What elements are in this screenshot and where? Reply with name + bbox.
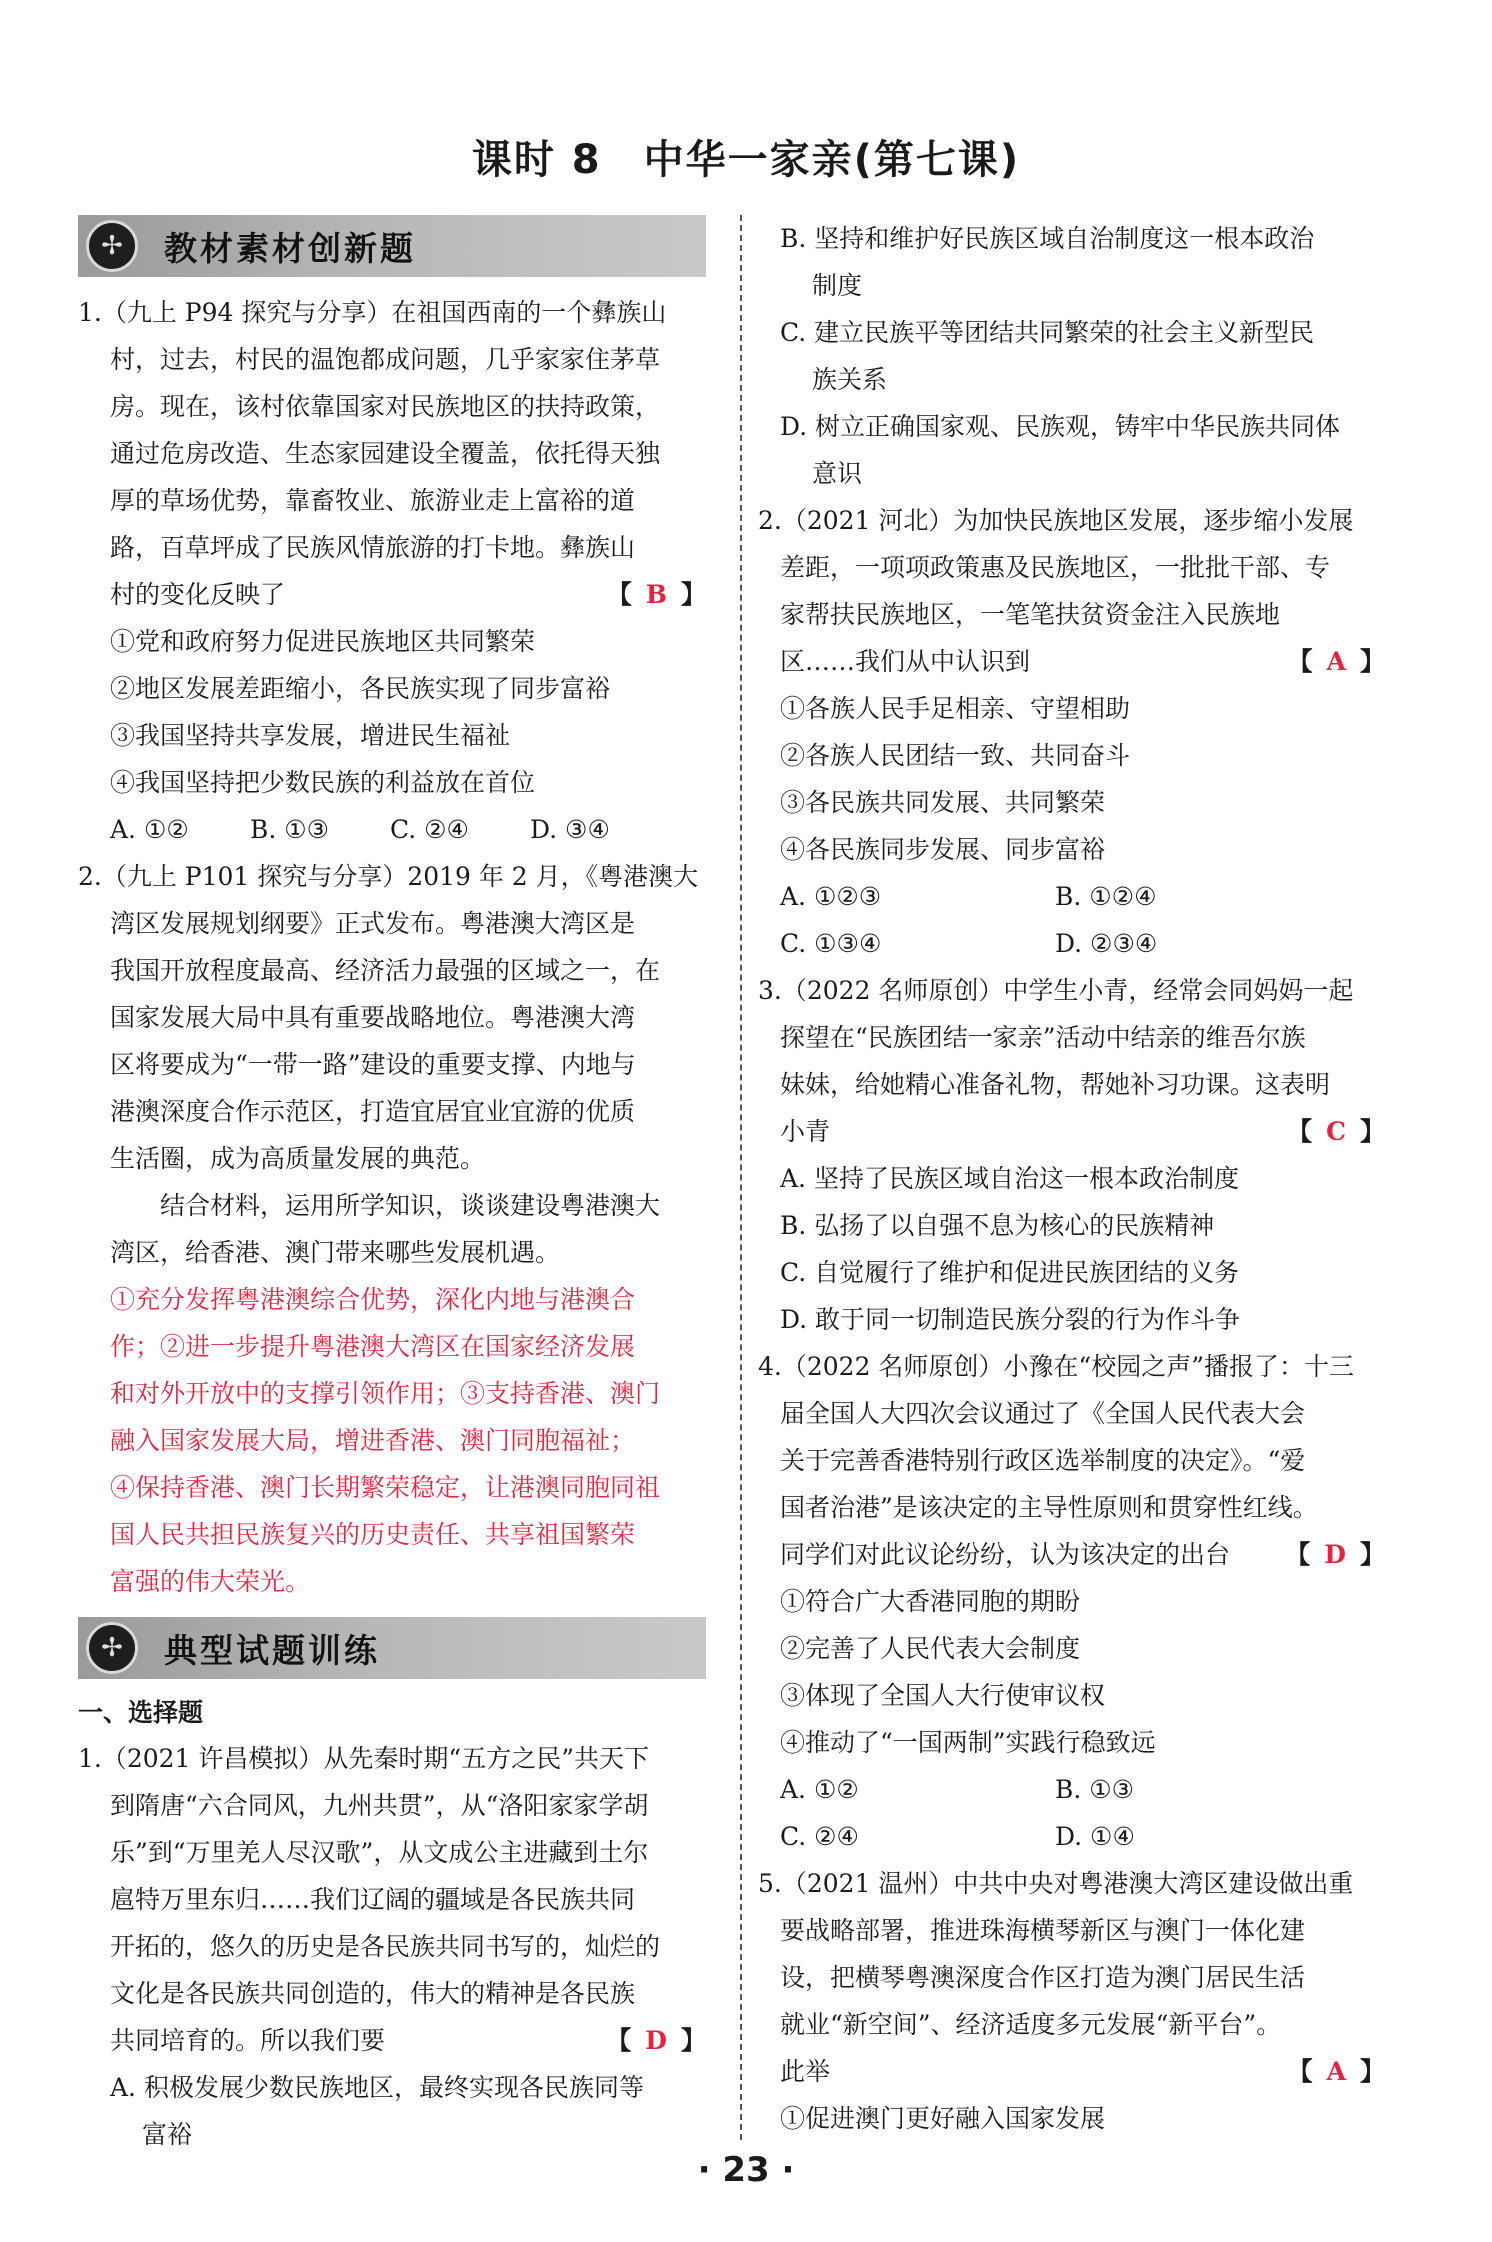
question-text: 要战略部署，推进珠海横琴新区与澳门一体化建 [780,1916,1306,1945]
option: C. ②④ [780,1822,859,1851]
option-continued: 制度 [812,271,863,300]
choice-item: ④各民族同步发展、同步富裕 [780,835,1106,864]
option-continued: 富裕 [142,2120,193,2149]
options-row [780,920,1385,967]
question-text: 村，过去，村民的温饱都成问题，几乎家家住茅草 [110,345,661,374]
right-column [758,215,1385,2142]
option: D. ②③④ [1055,929,1158,958]
question-training-2 [758,497,1385,967]
choice-item: ②各族人民团结一致、共同奋斗 [780,741,1131,770]
choice-item: ①符合广大香港同胞的期盼 [780,1587,1081,1616]
question-text: 房。现在，该村依靠国家对民族地区的扶持政策， [110,392,661,421]
choice-item: ①党和政府努力促进民族地区共同繁荣 [110,627,536,656]
answer-bracket: 【 D 】 [606,2026,706,2055]
option: C. 自觉履行了维护和促进民族团结的义务 [780,1258,1240,1287]
question-training-5 [758,1860,1385,2142]
question-text: 到隋唐“六合同风，九州共贯”，从“洛阳家家学胡 [110,1791,649,1820]
question-text: 厚的草场优势，靠畜牧业、旅游业走上富裕的道 [110,486,636,515]
answer-text: ④保持香港、澳门长期繁荣稳定，让港澳同胞同祖 [110,1473,661,1502]
option: B. 坚持和维护好民族区域自治制度这一根本政治 [780,224,1315,253]
question-text: 设，把横琴粤澳深度合作区打造为澳门居民生活 [780,1963,1306,1992]
question-stem-row [78,571,706,618]
answer-text: 富强的伟大荣光。 [110,1567,311,1596]
section-heading: 一、选择题 [78,1698,204,1727]
question-text: 文化是各民族共同创造的，伟大的精神是各民族 [110,1979,636,2008]
options-row [780,1766,1385,1813]
option: A. ①②③ [780,882,882,911]
question-text: 乐”到“万里羌人尽汉歌”，从文成公主进藏到土尔 [110,1838,649,1867]
column-divider [740,215,742,2140]
answer-letter: A [1326,647,1346,676]
question-text: 探望在“民族团结一家亲”活动中结亲的维吾尔族 [780,1023,1306,1052]
answer-text: 和对外开放中的支撑引领作用；③支持香港、澳门 [110,1379,661,1408]
question-training-4 [758,1343,1385,1860]
question-text: 3.（2022 名师原创）中学生小青，经常会同妈妈一起 [758,976,1354,1005]
question-text: 通过危房改造、生态家园建设全覆盖，依托得天独 [110,439,661,468]
question-text: 村的变化反映了 [110,580,286,609]
question-stem-row [780,638,1385,685]
answer-bracket: 【 A 】 [1287,647,1385,676]
choice-item: ②完善了人民代表大会制度 [780,1634,1081,1663]
option: A. 坚持了民族区域自治这一根本政治制度 [780,1164,1239,1193]
question-training-1-continued [780,215,1385,497]
choice-item: ③各民族共同发展、共同繁荣 [780,788,1106,817]
question-text: 国家发展大局中具有重要战略地位。粤港澳大湾 [110,1003,636,1032]
section-banner-material [78,215,706,277]
question-stem-row [780,2048,1385,2095]
answer-text: 融入国家发展大局，增进香港、澳门同胞福祉； [110,1426,636,1455]
answer-bracket: 【 A 】 [1287,2057,1385,2086]
question-text: 2.（九上 P101 探究与分享）2019 年 2 月，《粤港澳大 [78,862,699,891]
question-text: 关于完善香港特别行政区选举制度的决定》。“爱 [780,1446,1306,1475]
answer-bracket: 【 B 】 [606,580,706,609]
answer-bracket: 【 D 】 [1285,1540,1385,1569]
question-text: 届全国人大四次会议通过了《全国人民代表大会 [780,1399,1306,1428]
choice-item: ②地区发展差距缩小，各民族实现了同步富裕 [110,674,611,703]
question-text: 共同培育的。所以我们要 [110,2026,386,2055]
banner-title: 教材素材创新题 [164,228,416,268]
choice-item: ①促进澳门更好融入国家发展 [780,2104,1106,2133]
question-text: 同学们对此议论纷纷，认为该决定的出台 [780,1540,1231,1569]
answer-letter: B [645,580,667,609]
option: D. ③④ [530,815,610,844]
question-text: 就业“新空间”、经济适度多元发展“新平台”。 [780,2010,1282,2039]
option: B. ①③ [250,815,330,844]
question-text: 湾区发展规划纲要》正式发布。粤港澳大湾区是 [110,909,636,938]
choice-item: ③我国坚持共享发展，增进民生福祉 [110,721,511,750]
question-text: 家帮扶民族地区，一笔笔扶贫资金注入民族地 [780,600,1281,629]
question-1 [78,289,706,853]
question-text: 5.（2021 温州）中共中央对粤港澳大湾区建设做出重 [758,1869,1354,1898]
question-stem-row [78,2017,706,2064]
question-text: 国者治港”是该决定的主导性原则和贯穿性红线。 [780,1493,1318,1522]
question-text: 生活圈，成为高质量发展的典范。 [110,1144,486,1173]
options-row [78,806,706,853]
answer-bracket: 【 C 】 [1287,1117,1385,1146]
question-text: 扈特万里东归……我们辽阔的疆域是各民族共同 [110,1885,636,1914]
answer-text: ①充分发挥粤港澳综合优势，深化内地与港澳合 [110,1285,636,1314]
left-column [78,215,706,2158]
question-text: 1.（九上 P94 探究与分享）在祖国西南的一个彝族山 [78,298,667,327]
option: B. 弘扬了以自强不息为核心的民族精神 [780,1211,1215,1240]
question-text: 我国开放程度最高、经济活力最强的区域之一，在 [110,956,661,985]
banner-title: 典型试题训练 [164,1630,380,1670]
option: D. ①④ [1055,1822,1135,1851]
answer-letter: C [1326,1117,1346,1146]
question-text: 小青 [780,1117,831,1146]
choice-item: ④推动了“一国两制”实践行稳致远 [780,1728,1156,1757]
question-text: 港澳深度合作示范区，打造宜居宜业宜游的优质 [110,1097,636,1126]
option: D. 敢于同一切制造民族分裂的行为作斗争 [780,1305,1241,1334]
compass-icon: ✢ [86,1622,138,1674]
choice-item: ④我国坚持把少数民族的利益放在首位 [110,768,536,797]
question-text: 区……我们从中认识到 [780,647,1031,676]
option: B. ①③ [1055,1775,1135,1804]
question-2 [78,853,706,1605]
answer-letter: D [1324,1540,1346,1569]
question-prompt: 湾区，给香港、澳门带来哪些发展机遇。 [110,1238,561,1267]
question-text: 此举 [780,2057,831,2086]
question-prompt: 结合材料，运用所学知识，谈谈建设粤港澳大 [160,1191,661,1220]
question-text: 差距，一项项政策惠及民族地区，一批批干部、专 [780,553,1331,582]
option: A. ①② [780,1775,859,1804]
question-text: 路，百草坪成了民族风情旅游的打卡地。彝族山 [110,533,636,562]
question-text: 4.（2022 名师原创）小豫在“校园之声”播报了：十三 [758,1352,1354,1381]
question-stem-row [780,1531,1385,1578]
option: D. 树立正确国家观、民族观，铸牢中华民族共同体 [780,412,1341,441]
question-training-1 [78,1735,706,2158]
option: C. ②④ [390,815,469,844]
question-text: 区将要成为“一带一路”建设的重要支撑、内地与 [110,1050,636,1079]
option-continued: 族关系 [812,365,888,394]
answer-letter: A [1326,2057,1346,2086]
choice-item: ①各族人民手足相亲、守望相助 [780,694,1131,723]
question-text: 2.（2021 河北）为加快民族地区发展，逐步缩小发展 [758,506,1354,535]
page-title: 课时 8 中华一家亲(第七课) [471,137,1021,183]
question-stem-row [780,1108,1385,1155]
page-number: · 23 · [697,2150,795,2190]
question-text: 妹妹，给她精心准备礼物，帮她补习功课。这表明 [780,1070,1331,1099]
options-row [780,1813,1385,1860]
options-row [780,873,1385,920]
choice-item: ③体现了全国人大行使审议权 [780,1681,1106,1710]
question-training-3 [758,967,1385,1343]
option: A. 积极发展少数民族地区，最终实现各民族同等 [110,2073,644,2102]
section-banner-training [78,1617,706,1679]
answer-letter: D [645,2026,667,2055]
option-continued: 意识 [812,459,863,488]
question-text: 1.（2021 许昌模拟）从先秦时期“五方之民”共天下 [78,1744,649,1773]
compass-icon: ✢ [86,220,138,272]
answer-text: 国人民共担民族复兴的历史责任、共享祖国繁荣 [110,1520,636,1549]
answer-text: 作；②进一步提升粤港澳大湾区在国家经济发展 [110,1332,636,1361]
option: A. ①② [110,815,189,844]
option: C. 建立民族平等团结共同繁荣的社会主义新型民 [780,318,1315,347]
option: B. ①②④ [1055,882,1157,911]
question-text: 开拓的，悠久的历史是各民族共同书写的，灿烂的 [110,1932,661,1961]
option: C. ①③④ [780,929,882,958]
